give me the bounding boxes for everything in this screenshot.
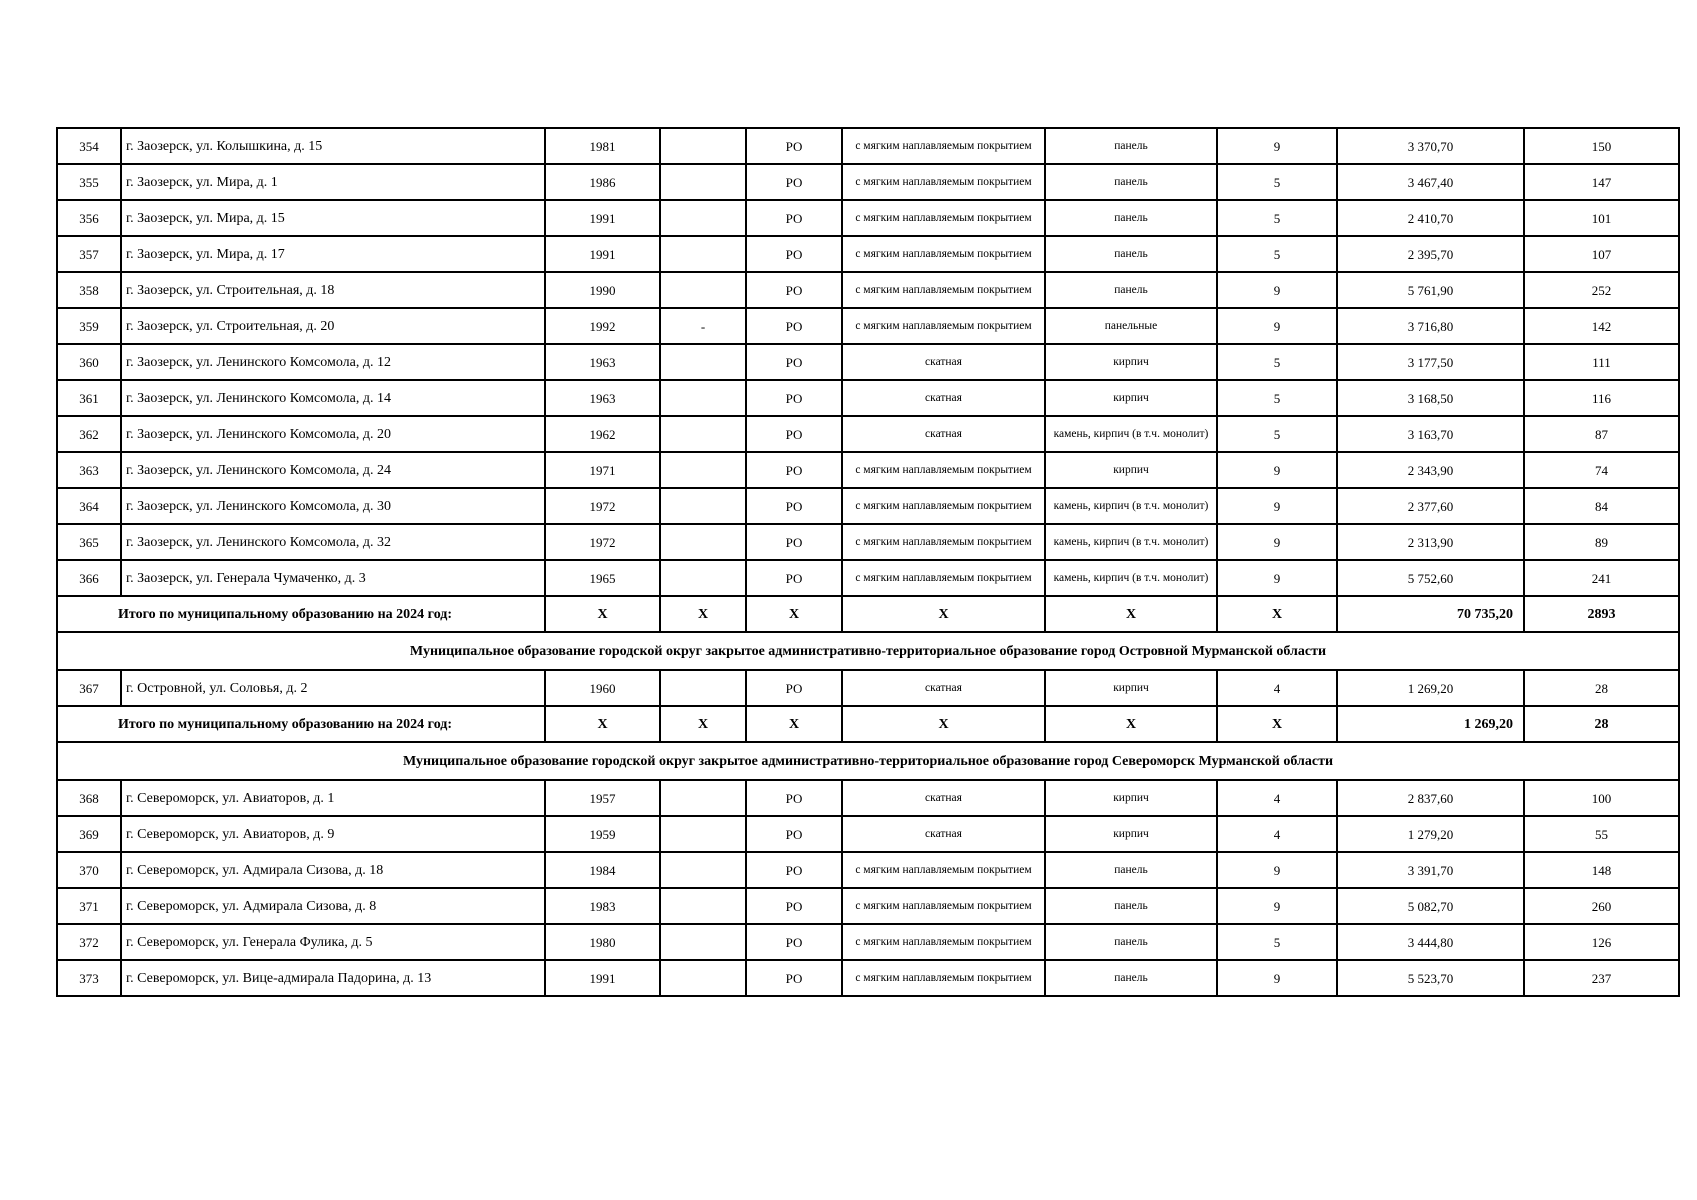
year-cell: 1957: [545, 780, 660, 816]
year-cell: 1980: [545, 924, 660, 960]
year-cell: 1963: [545, 380, 660, 416]
total-row-zaozersk: [57, 596, 1679, 632]
extra-cell: [660, 344, 746, 380]
year-cell: 1962: [545, 416, 660, 452]
address-cell: г. Североморск, ул. Авиаторов, д. 9: [121, 816, 545, 852]
wall-material-cell: панель: [1045, 960, 1217, 996]
floors-cell: 5: [1217, 924, 1337, 960]
area-cell: 3 177,50: [1337, 344, 1524, 380]
year-cell: 1971: [545, 452, 660, 488]
table-row: [57, 452, 1679, 488]
year-cell: 1981: [545, 128, 660, 164]
area-cell: 2 313,90: [1337, 524, 1524, 560]
floors-cell: 5: [1217, 164, 1337, 200]
roof-type-cell: с мягким наплавляемым покрытием: [842, 524, 1045, 560]
total-area: 70 735,20: [1337, 596, 1524, 632]
extra-cell: [660, 560, 746, 596]
address-cell: г. Североморск, ул. Вице-адмирала Падорина, д. 13: [121, 960, 545, 996]
total-x-year: X: [545, 706, 660, 742]
wall-material-cell: панель: [1045, 272, 1217, 308]
table-row: [57, 344, 1679, 380]
address-cell: г. Заозерск, ул. Ленинского Комсомола, д. 12: [121, 344, 545, 380]
table-row: [57, 380, 1679, 416]
floors-cell: 9: [1217, 524, 1337, 560]
area-cell: 3 163,70: [1337, 416, 1524, 452]
floors-cell: 9: [1217, 488, 1337, 524]
floors-cell: 9: [1217, 960, 1337, 996]
wall-material-cell: кирпич: [1045, 780, 1217, 816]
residents-cell: 107: [1524, 236, 1679, 272]
wall-material-cell: панель: [1045, 164, 1217, 200]
row-number: 358: [57, 272, 121, 308]
fund-cell: РО: [746, 670, 842, 706]
total-x-walls: X: [1045, 706, 1217, 742]
total-label: Итого по муниципальному образованию на 2024 год:: [57, 596, 545, 632]
address-cell: г. Североморск, ул. Адмирала Сизова, д. 18: [121, 852, 545, 888]
residents-cell: 111: [1524, 344, 1679, 380]
roof-type-cell: с мягким наплавляемым покрытием: [842, 888, 1045, 924]
row-number: 371: [57, 888, 121, 924]
section-heading-ostrovnoy: [57, 632, 1679, 670]
address-cell: г. Североморск, ул. Авиаторов, д. 1: [121, 780, 545, 816]
floors-cell: 9: [1217, 888, 1337, 924]
floors-cell: 9: [1217, 560, 1337, 596]
address-cell: г. Островной, ул. Соловья, д. 2: [121, 670, 545, 706]
area-cell: 2 343,90: [1337, 452, 1524, 488]
floors-cell: 4: [1217, 670, 1337, 706]
area-cell: 5 761,90: [1337, 272, 1524, 308]
area-cell: 3 467,40: [1337, 164, 1524, 200]
wall-material-cell: кирпич: [1045, 816, 1217, 852]
table-row: [57, 888, 1679, 924]
area-cell: 5 523,70: [1337, 960, 1524, 996]
year-cell: 1960: [545, 670, 660, 706]
fund-cell: РО: [746, 560, 842, 596]
residents-cell: 116: [1524, 380, 1679, 416]
year-cell: 1990: [545, 272, 660, 308]
table-row: [57, 200, 1679, 236]
section-heading-severomorsk: [57, 742, 1679, 780]
row-number: 361: [57, 380, 121, 416]
wall-material-cell: камень, кирпич (в т.ч. монолит): [1045, 560, 1217, 596]
floors-cell: 5: [1217, 236, 1337, 272]
wall-material-cell: кирпич: [1045, 670, 1217, 706]
roof-type-cell: с мягким наплавляемым покрытием: [842, 164, 1045, 200]
address-cell: г. Североморск, ул. Адмирала Сизова, д. 8: [121, 888, 545, 924]
floors-cell: 5: [1217, 200, 1337, 236]
table-row: [57, 960, 1679, 996]
row-number: 370: [57, 852, 121, 888]
table-row: [57, 524, 1679, 560]
address-cell: г. Заозерск, ул. Ленинского Комсомола, д. 14: [121, 380, 545, 416]
roof-type-cell: с мягким наплавляемым покрытием: [842, 200, 1045, 236]
year-cell: 1991: [545, 200, 660, 236]
table-row: [57, 308, 1679, 344]
floors-cell: 4: [1217, 816, 1337, 852]
total-residents: 2893: [1524, 596, 1679, 632]
fund-cell: РО: [746, 524, 842, 560]
residents-cell: 74: [1524, 452, 1679, 488]
row-number: 356: [57, 200, 121, 236]
address-cell: г. Заозерск, ул. Строительная, д. 20: [121, 308, 545, 344]
roof-type-cell: с мягким наплавляемым покрытием: [842, 960, 1045, 996]
floors-cell: 9: [1217, 452, 1337, 488]
roof-type-cell: с мягким наплавляемым покрытием: [842, 452, 1045, 488]
section-title: Муниципальное образование городской округ закрытое административно-территориальное образование город Островной Мурманской области: [57, 632, 1679, 670]
row-number: 360: [57, 344, 121, 380]
roof-type-cell: скатная: [842, 416, 1045, 452]
floors-cell: 5: [1217, 416, 1337, 452]
total-x-fund: X: [746, 706, 842, 742]
roof-type-cell: с мягким наплавляемым покрытием: [842, 236, 1045, 272]
table-row: [57, 416, 1679, 452]
table-row: [57, 780, 1679, 816]
residents-cell: 148: [1524, 852, 1679, 888]
row-number: 354: [57, 128, 121, 164]
wall-material-cell: панель: [1045, 128, 1217, 164]
area-cell: 3 370,70: [1337, 128, 1524, 164]
wall-material-cell: панель: [1045, 236, 1217, 272]
row-number: 355: [57, 164, 121, 200]
address-cell: г. Заозерск, ул. Генерала Чумаченко, д. 3: [121, 560, 545, 596]
wall-material-cell: камень, кирпич (в т.ч. монолит): [1045, 416, 1217, 452]
rows-severomorsk: [57, 780, 1679, 996]
wall-material-cell: кирпич: [1045, 452, 1217, 488]
extra-cell: [660, 816, 746, 852]
area-cell: 5 082,70: [1337, 888, 1524, 924]
fund-cell: РО: [746, 452, 842, 488]
roof-type-cell: скатная: [842, 380, 1045, 416]
residents-cell: 101: [1524, 200, 1679, 236]
residents-cell: 84: [1524, 488, 1679, 524]
residents-cell: 237: [1524, 960, 1679, 996]
row-number: 359: [57, 308, 121, 344]
floors-cell: 9: [1217, 308, 1337, 344]
row-number: 372: [57, 924, 121, 960]
roof-type-cell: с мягким наплавляемым покрытием: [842, 128, 1045, 164]
roof-type-cell: с мягким наплавляемым покрытием: [842, 852, 1045, 888]
table-row: [57, 272, 1679, 308]
row-number: 366: [57, 560, 121, 596]
extra-cell: [660, 416, 746, 452]
extra-cell: [660, 924, 746, 960]
residents-cell: 142: [1524, 308, 1679, 344]
total-area: 1 269,20: [1337, 706, 1524, 742]
residents-cell: 89: [1524, 524, 1679, 560]
address-cell: г. Заозерск, ул. Мира, д. 1: [121, 164, 545, 200]
residents-cell: 87: [1524, 416, 1679, 452]
fund-cell: РО: [746, 236, 842, 272]
residents-cell: 241: [1524, 560, 1679, 596]
year-cell: 1983: [545, 888, 660, 924]
housing-registry-table: [56, 127, 1680, 997]
fund-cell: РО: [746, 200, 842, 236]
total-x-floors: X: [1217, 596, 1337, 632]
fund-cell: РО: [746, 960, 842, 996]
row-number: 363: [57, 452, 121, 488]
row-number: 369: [57, 816, 121, 852]
address-cell: г. Заозерск, ул. Строительная, д. 18: [121, 272, 545, 308]
roof-type-cell: скатная: [842, 780, 1045, 816]
fund-cell: РО: [746, 128, 842, 164]
table-body-ostrovnoy: [57, 596, 1679, 670]
year-cell: 1972: [545, 524, 660, 560]
table-body-severomorsk: [57, 706, 1679, 780]
extra-cell: [660, 452, 746, 488]
extra-cell: [660, 380, 746, 416]
fund-cell: РО: [746, 816, 842, 852]
fund-cell: РО: [746, 344, 842, 380]
year-cell: 1984: [545, 852, 660, 888]
total-x-floors: X: [1217, 706, 1337, 742]
wall-material-cell: камень, кирпич (в т.ч. монолит): [1045, 524, 1217, 560]
fund-cell: РО: [746, 852, 842, 888]
roof-type-cell: скатная: [842, 816, 1045, 852]
address-cell: г. Североморск, ул. Генерала Фулика, д. 5: [121, 924, 545, 960]
floors-cell: 9: [1217, 852, 1337, 888]
rows-ostrovnoy: [57, 670, 1679, 706]
table-row: [57, 236, 1679, 272]
extra-cell: [660, 128, 746, 164]
residents-cell: 260: [1524, 888, 1679, 924]
fund-cell: РО: [746, 308, 842, 344]
floors-cell: 4: [1217, 780, 1337, 816]
total-residents: 28: [1524, 706, 1679, 742]
area-cell: 2 410,70: [1337, 200, 1524, 236]
extra-cell: [660, 272, 746, 308]
roof-type-cell: с мягким наплавляемым покрытием: [842, 272, 1045, 308]
residents-cell: 147: [1524, 164, 1679, 200]
total-x-roof: X: [842, 596, 1045, 632]
address-cell: г. Заозерск, ул. Ленинского Комсомола, д. 32: [121, 524, 545, 560]
area-cell: 5 752,60: [1337, 560, 1524, 596]
roof-type-cell: с мягким наплавляемым покрытием: [842, 560, 1045, 596]
extra-cell: [660, 236, 746, 272]
total-label: Итого по муниципальному образованию на 2024 год:: [57, 706, 545, 742]
row-number: 367: [57, 670, 121, 706]
wall-material-cell: панельные: [1045, 308, 1217, 344]
floors-cell: 5: [1217, 344, 1337, 380]
total-x-year: X: [545, 596, 660, 632]
residents-cell: 150: [1524, 128, 1679, 164]
area-cell: 2 395,70: [1337, 236, 1524, 272]
address-cell: г. Заозерск, ул. Ленинского Комсомола, д. 30: [121, 488, 545, 524]
wall-material-cell: панель: [1045, 924, 1217, 960]
wall-material-cell: панель: [1045, 852, 1217, 888]
area-cell: 3 391,70: [1337, 852, 1524, 888]
fund-cell: РО: [746, 380, 842, 416]
year-cell: 1965: [545, 560, 660, 596]
floors-cell: 9: [1217, 272, 1337, 308]
wall-material-cell: панель: [1045, 888, 1217, 924]
total-x-fund: X: [746, 596, 842, 632]
fund-cell: РО: [746, 888, 842, 924]
extra-cell: [660, 488, 746, 524]
extra-cell: [660, 780, 746, 816]
area-cell: 2 837,60: [1337, 780, 1524, 816]
wall-material-cell: кирпич: [1045, 380, 1217, 416]
row-number: 373: [57, 960, 121, 996]
section-title: Муниципальное образование городской округ закрытое административно-территориальное образование город Североморск Мурманской области: [57, 742, 1679, 780]
area-cell: 3 168,50: [1337, 380, 1524, 416]
fund-cell: РО: [746, 780, 842, 816]
area-cell: 1 269,20: [1337, 670, 1524, 706]
table-row: [57, 128, 1679, 164]
address-cell: г. Заозерск, ул. Мира, д. 17: [121, 236, 545, 272]
wall-material-cell: камень, кирпич (в т.ч. монолит): [1045, 488, 1217, 524]
row-number: 357: [57, 236, 121, 272]
roof-type-cell: скатная: [842, 344, 1045, 380]
floors-cell: 9: [1217, 128, 1337, 164]
table-row: [57, 670, 1679, 706]
total-x-c4: X: [660, 706, 746, 742]
fund-cell: РО: [746, 164, 842, 200]
total-x-walls: X: [1045, 596, 1217, 632]
total-x-roof: X: [842, 706, 1045, 742]
extra-cell: [660, 670, 746, 706]
extra-cell: -: [660, 308, 746, 344]
roof-type-cell: с мягким наплавляемым покрытием: [842, 308, 1045, 344]
table-row: [57, 164, 1679, 200]
year-cell: 1986: [545, 164, 660, 200]
fund-cell: РО: [746, 416, 842, 452]
wall-material-cell: панель: [1045, 200, 1217, 236]
row-number: 368: [57, 780, 121, 816]
area-cell: 3 444,80: [1337, 924, 1524, 960]
roof-type-cell: с мягким наплавляемым покрытием: [842, 924, 1045, 960]
year-cell: 1991: [545, 236, 660, 272]
fund-cell: РО: [746, 488, 842, 524]
residents-cell: 55: [1524, 816, 1679, 852]
residents-cell: 252: [1524, 272, 1679, 308]
total-row-ostrovnoy: [57, 706, 1679, 742]
table-body-zaozersk: [57, 128, 1679, 596]
address-cell: г. Заозерск, ул. Ленинского Комсомола, д. 24: [121, 452, 545, 488]
residents-cell: 28: [1524, 670, 1679, 706]
fund-cell: РО: [746, 924, 842, 960]
extra-cell: [660, 200, 746, 236]
row-number: 365: [57, 524, 121, 560]
extra-cell: [660, 852, 746, 888]
area-cell: 1 279,20: [1337, 816, 1524, 852]
residents-cell: 100: [1524, 780, 1679, 816]
table-row: [57, 852, 1679, 888]
address-cell: г. Заозерск, ул. Мира, д. 15: [121, 200, 545, 236]
table-row: [57, 560, 1679, 596]
address-cell: г. Заозерск, ул. Ленинского Комсомола, д. 20: [121, 416, 545, 452]
extra-cell: [660, 960, 746, 996]
year-cell: 1972: [545, 488, 660, 524]
residents-cell: 126: [1524, 924, 1679, 960]
row-number: 362: [57, 416, 121, 452]
area-cell: 3 716,80: [1337, 308, 1524, 344]
extra-cell: [660, 524, 746, 560]
area-cell: 2 377,60: [1337, 488, 1524, 524]
floors-cell: 5: [1217, 380, 1337, 416]
extra-cell: [660, 164, 746, 200]
total-x-c4: X: [660, 596, 746, 632]
table-row: [57, 924, 1679, 960]
address-cell: г. Заозерск, ул. Колышкина, д. 15: [121, 128, 545, 164]
year-cell: 1959: [545, 816, 660, 852]
fund-cell: РО: [746, 272, 842, 308]
wall-material-cell: кирпич: [1045, 344, 1217, 380]
table-row: [57, 488, 1679, 524]
year-cell: 1992: [545, 308, 660, 344]
extra-cell: [660, 888, 746, 924]
row-number: 364: [57, 488, 121, 524]
table-row: [57, 816, 1679, 852]
year-cell: 1991: [545, 960, 660, 996]
year-cell: 1963: [545, 344, 660, 380]
roof-type-cell: с мягким наплавляемым покрытием: [842, 488, 1045, 524]
roof-type-cell: скатная: [842, 670, 1045, 706]
